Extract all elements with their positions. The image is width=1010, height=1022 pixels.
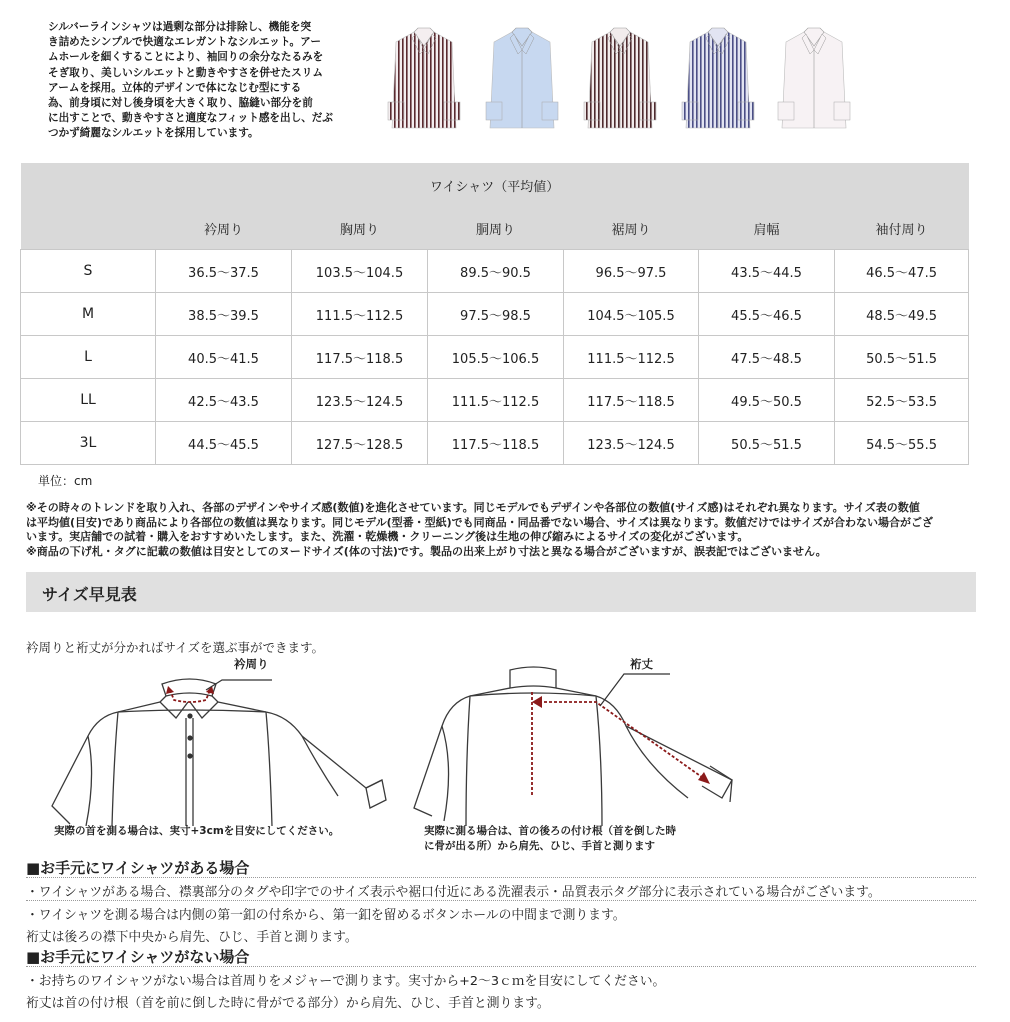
table-title: ワイシャツ（平均値） <box>21 163 969 207</box>
table-cell: 111.5～112.5 <box>292 293 428 336</box>
intro-line: き詰めたシンプルで快適なエレガントなシルエット。アー <box>48 36 321 49</box>
arrow-icon <box>698 772 710 784</box>
text-line: ・ワイシャツを測る場合は内側の第一釦の付糸から、第一釦を留めるボタンホールの中間まで測ります。 <box>26 908 626 923</box>
table-cell: 97.5～98.5 <box>428 293 564 336</box>
table-row <box>21 293 969 336</box>
table-row <box>21 250 969 293</box>
size-label: S <box>21 250 156 293</box>
shirt-image <box>776 24 852 132</box>
intro-line: 為、前身頃に対し後身頃を大きく取り、脇縫い部分を前 <box>48 97 313 110</box>
section-header-bar <box>26 572 976 612</box>
section-title: ■お手元にワイシャツがある場合 <box>26 859 250 877</box>
table-row <box>21 379 969 422</box>
text-line: ・お持ちのワイシャツがない場合は首周りをメジャーで測ります。実寸から+2～3ｃｍを目安にしてください。 <box>26 974 666 989</box>
size-label: M <box>21 293 156 336</box>
button <box>187 753 192 758</box>
table-cell: 48.5～49.5 <box>835 293 969 336</box>
column-header: 裾周り <box>564 207 699 250</box>
table-cell: 96.5～97.5 <box>564 250 699 293</box>
intro-line: つかず綺麗なシルエットを採用しています。 <box>48 127 259 140</box>
pointer-line <box>600 674 670 706</box>
button <box>187 713 192 718</box>
intro-line: ムホールを細くすることにより、袖回りの余分なたるみを <box>48 51 324 64</box>
label-collar: 衿周り <box>234 657 269 671</box>
intro-line: に出すことで、動きやすさと適度なフィット感を出し、だぶ <box>48 112 333 125</box>
table-cell: 54.5～55.5 <box>835 422 969 465</box>
label-sleeve: 裄丈 <box>630 657 653 671</box>
howto-text: 衿周りと裄丈が分かればサイズを選ぶ事ができます。 <box>26 640 325 655</box>
table-cell: 46.5～47.5 <box>835 250 969 293</box>
column-header: 衿周り <box>156 207 292 250</box>
table-cell: 111.5～112.5 <box>428 379 564 422</box>
shirt-image <box>680 24 756 132</box>
table-cell: 47.5～48.5 <box>699 336 835 379</box>
shirt-front-diagram <box>26 656 396 826</box>
size-label: LL <box>21 379 156 422</box>
unit-label: 単位：cm <box>38 474 93 488</box>
note-line: ※商品の下げ札・タグに記載の数値は目安としてのヌードサイズ(体の寸法)です。製品の出来上がり寸法と異なる場合がございますが、誤表記ではございません。 <box>26 545 827 558</box>
table-cell: 89.5～90.5 <box>428 250 564 293</box>
table-cell: 123.5～124.5 <box>292 379 428 422</box>
note-line: います。実店舗での試着・購入をおすすめいたします。また、洗濯・乾燥機・クリーニング後は生地の伸び縮みによるサイズの変化がございます。 <box>26 530 749 543</box>
divider <box>26 877 976 878</box>
text-line: 裄丈は首の付け根（首を前に倒した時に骨がでる部分）から肩先、ひじ、手首と測ります。 <box>26 996 550 1011</box>
shirt-image <box>386 24 462 132</box>
note-line: ※その時々のトレンドを取り入れ、各部のデザインやサイズ感(数値)を進化させています。同じモデルでもデザインや各部位の数値(サイズ感)はそれぞれ異なります。サイズ表の数値 <box>26 501 920 514</box>
table-cell: 50.5～51.5 <box>699 422 835 465</box>
column-header: 肩幅 <box>699 207 835 250</box>
table-cell: 45.5～46.5 <box>699 293 835 336</box>
table-cell: 36.5～37.5 <box>156 250 292 293</box>
intro-line: そぎ取り、美しいシルエットと動きやすさを併せたスリム <box>48 66 323 79</box>
caption-back: 実際に測る場合は、首の後ろの付け根（首を倒した時 <box>424 825 676 837</box>
table-cell: 105.5～106.5 <box>428 336 564 379</box>
shirt-image <box>484 24 560 132</box>
text-line: ・ワイシャツがある場合、襟裏部分のタグや印字でのサイズ表示や裾口付近にある洗濯表示・品質表示タグ部分に表示されている場合がございます。 <box>26 885 881 900</box>
column-header: 胴周り <box>428 207 564 250</box>
table-row <box>21 422 969 465</box>
table-row <box>21 336 969 379</box>
arrow-icon <box>166 686 174 694</box>
table-cell: 111.5～112.5 <box>564 336 699 379</box>
text-line: 裄丈は後ろの襟下中央から肩先、ひじ、手首と測ります。 <box>26 930 358 945</box>
caption-back: に骨が出る所）から肩先、ひじ、手首と測ります <box>424 840 655 852</box>
arrow-icon <box>532 696 542 708</box>
size-table <box>20 163 969 465</box>
table-cell: 117.5～118.5 <box>428 422 564 465</box>
note-line: は平均値(目安)であり商品により各部位の数値は異なります。同じモデル(型番・型紙)でも同商品・同品番でない場合、サイズは異なります。数値だけではサイズが合わない場合がござ <box>26 516 934 529</box>
table-cell: 50.5～51.5 <box>835 336 969 379</box>
table-cell: 103.5～104.5 <box>292 250 428 293</box>
divider <box>26 966 976 967</box>
button <box>187 735 192 740</box>
header-blank <box>21 207 156 250</box>
section-title: ■お手元にワイシャツがない場合 <box>26 948 250 966</box>
intro-line: シルバーラインシャツは過剰な部分は排除し、機能を突 <box>48 21 312 33</box>
table-cell: 40.5～41.5 <box>156 336 292 379</box>
shirt-image <box>582 24 658 132</box>
size-label: L <box>21 336 156 379</box>
table-cell: 52.5～53.5 <box>835 379 969 422</box>
table-cell: 117.5～118.5 <box>564 379 699 422</box>
section-title: サイズ早見表 <box>42 585 137 604</box>
divider <box>26 900 976 901</box>
column-header: 袖付周り <box>835 207 969 250</box>
size-label: 3L <box>21 422 156 465</box>
column-header: 胸周り <box>292 207 428 250</box>
table-cell: 123.5～124.5 <box>564 422 699 465</box>
table-cell: 127.5～128.5 <box>292 422 428 465</box>
shirt-back-diagram <box>410 656 756 826</box>
table-cell: 43.5～44.5 <box>699 250 835 293</box>
intro-text <box>48 20 338 142</box>
intro-line: アームを採用。立体的デザインで体になじむ型にする <box>48 81 302 94</box>
table-cell: 117.5～118.5 <box>292 336 428 379</box>
caption-front: 実際の首を測る場合は、実寸+3cmを目安にしてください。 <box>54 825 340 837</box>
table-cell: 42.5～43.5 <box>156 379 292 422</box>
table-cell: 38.5～39.5 <box>156 293 292 336</box>
table-cell: 104.5～105.5 <box>564 293 699 336</box>
table-cell: 44.5～45.5 <box>156 422 292 465</box>
table-cell: 49.5～50.5 <box>699 379 835 422</box>
collar-measure-line <box>170 690 210 702</box>
